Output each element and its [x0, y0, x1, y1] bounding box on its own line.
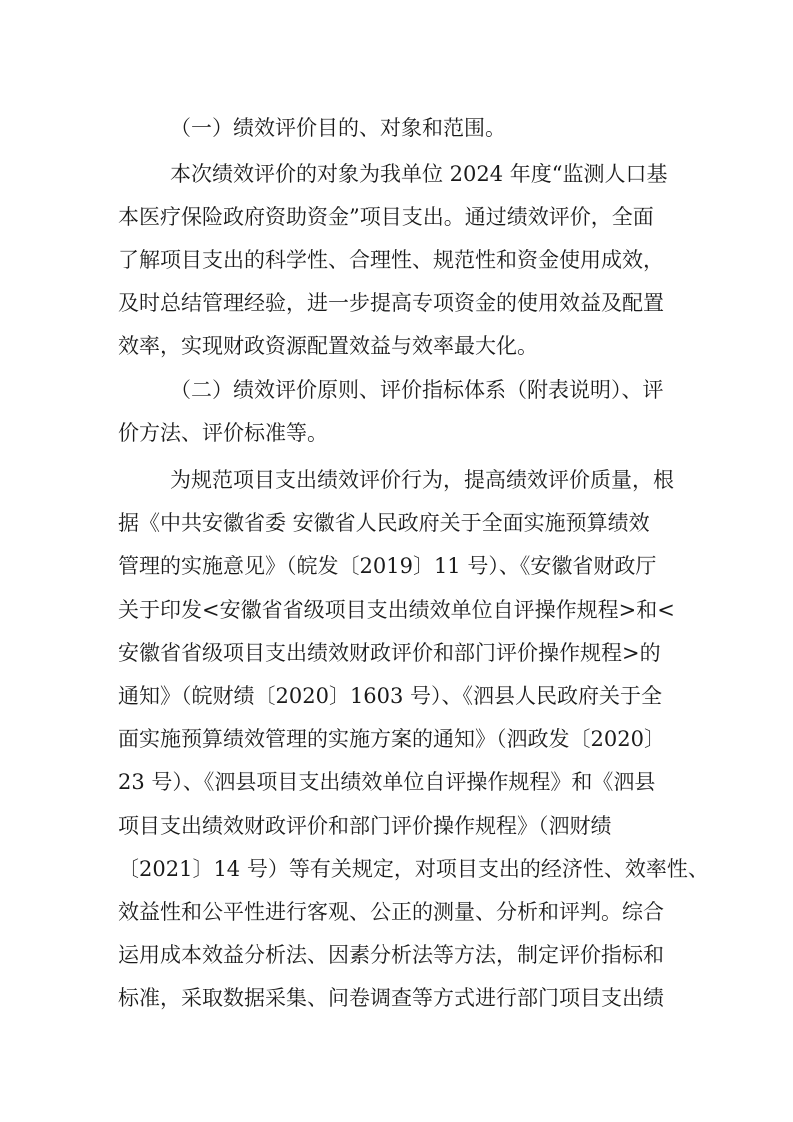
- text-line: 项目支出绩效财政评价和部门评价操作规程》（泗财绩: [118, 814, 612, 838]
- paragraph-line: [0, 544, 793, 588]
- paragraph-line: [0, 631, 793, 675]
- text-line: 23 号）、《泗县项目支出绩效单位自评操作规程》和《泗县: [118, 770, 656, 794]
- paragraph-line: [0, 458, 793, 502]
- paragraph-line: [0, 324, 793, 368]
- text-line: 本次绩效评价的对象为我单位 2024 年度“监测人口基: [170, 162, 668, 186]
- paragraph-line: [0, 890, 793, 934]
- text-line: 及时总结管理经验，进一步提高专项资金的使用效益及配置: [118, 291, 664, 315]
- paragraph-line: [0, 195, 793, 239]
- paragraph-line: [0, 976, 793, 1020]
- paragraph-line: [0, 760, 793, 804]
- text-line: 〔2021〕14 号）等有关规定，对项目支出的经济性、效率性、: [118, 857, 709, 881]
- text-line: （二）绩效评价原则、评价指标体系（附表说明）、评: [170, 378, 664, 402]
- paragraph-line: [0, 847, 793, 891]
- text-line: 面实施预算绩效管理的实施方案的通知》（泗政发〔2020〕: [118, 727, 665, 751]
- text-line: 通知》（皖财绩〔2020〕1603 号）、《泗县人民政府关于全: [118, 684, 663, 708]
- text-line: 了解项目支出的科学性、合理性、规范性和资金使用成效，: [118, 248, 664, 272]
- paragraph-line: [0, 717, 793, 761]
- section-heading-2: [0, 368, 793, 412]
- paragraph-line: [0, 804, 793, 848]
- paragraph-line: [0, 238, 793, 282]
- text-line: 本医疗保险政府资助资金”项目支出。通过绩效评价，全面: [118, 205, 654, 229]
- text-line: 管理的实施意见》（皖发〔2019〕11 号）、《安徽省财政厅: [118, 554, 657, 578]
- text-line: 效率，实现财政资源配置效益与效率最大化。: [118, 334, 538, 358]
- section-heading-2-cont: [0, 411, 793, 455]
- text-line: 价方法、评价标准等。: [118, 421, 328, 445]
- text-line: 安徽省省级项目支出绩效财政评价和部门评价操作规程>的: [118, 641, 661, 665]
- paragraph-line: [0, 152, 793, 196]
- text-line: （一）绩效评价目的、对象和范围。: [170, 116, 506, 140]
- text-line: 据《中共安徽省委 安徽省人民政府关于全面实施预算绩效: [118, 511, 650, 535]
- paragraph-line: [0, 933, 793, 977]
- text-line: 运用成本效益分析法、因素分析法等方法，制定评价指标和: [118, 943, 664, 967]
- section-heading-1: [0, 106, 793, 150]
- paragraph-line: [0, 588, 793, 632]
- text-line: 关于印发<安徽省省级项目支出绩效单位自评操作规程>和<: [118, 598, 675, 622]
- text-line: 标准，采取数据采集、问卷调查等方式进行部门项目支出绩: [118, 986, 664, 1010]
- text-line: 为规范项目支出绩效评价行为，提高绩效评价质量，根: [170, 468, 674, 492]
- paragraph-line: [0, 674, 793, 718]
- text-line: 效益性和公平性进行客观、公正的测量、分析和评判。综合: [118, 900, 664, 924]
- paragraph-line: [0, 281, 793, 325]
- paragraph-line: [0, 501, 793, 545]
